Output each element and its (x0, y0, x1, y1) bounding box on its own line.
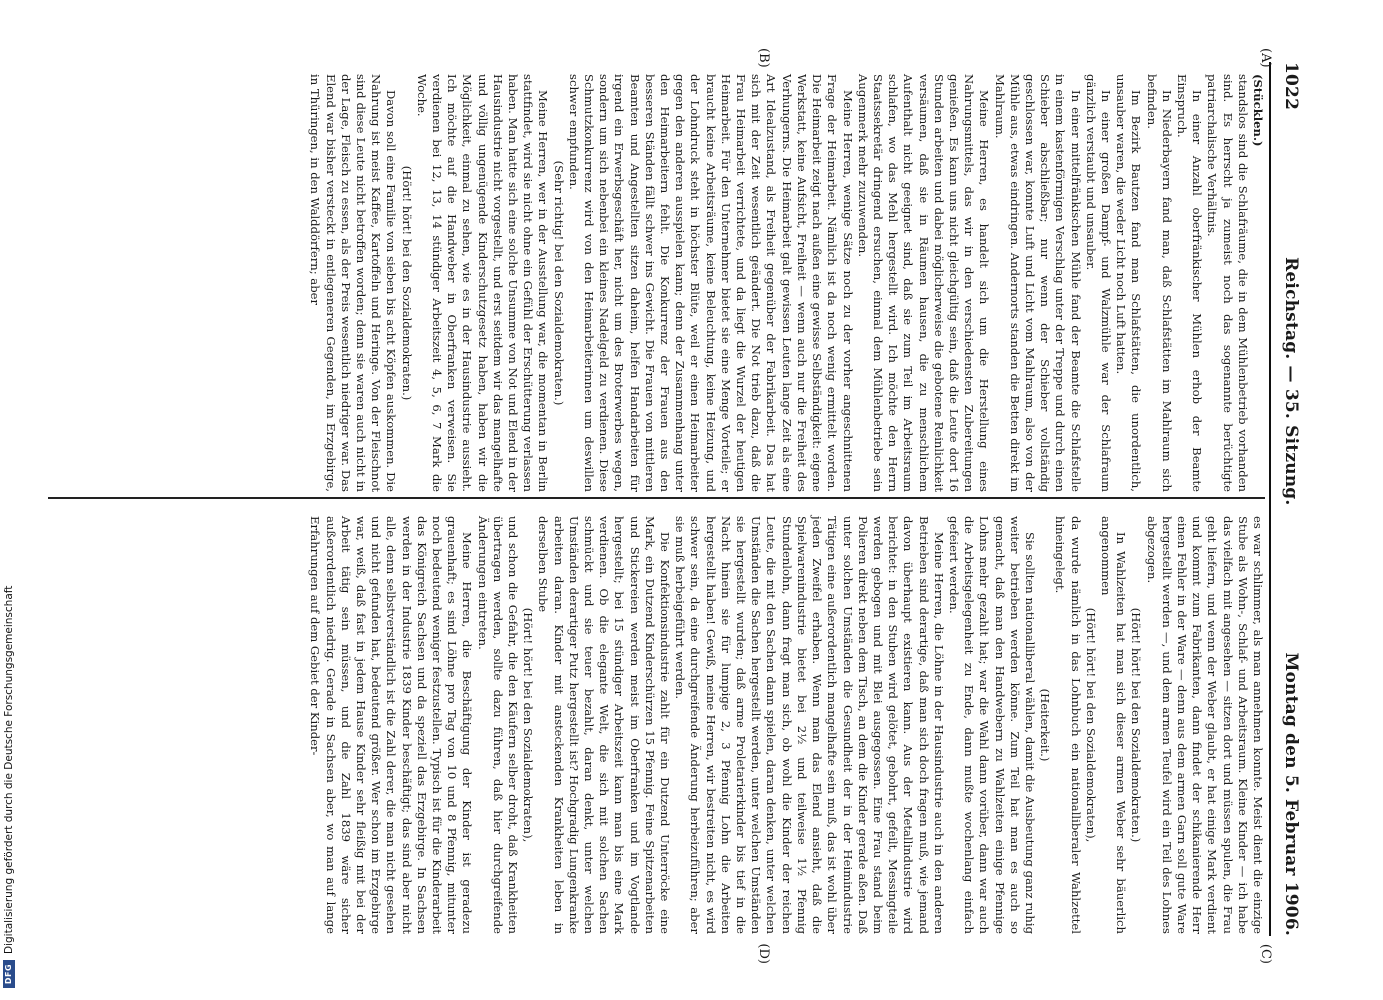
paragraph: In einer großen Dampf- und Walzmühle war der Schlafraum gänzlich verstaubt und unsauber. (1083, 74, 1113, 492)
interjection: (Hört! hört! bei den Sozialdemokraten), (521, 607, 536, 843)
paragraph: In Niederbayern fand man, daß Schlafstätten im Mahlraum sich befinden. (1144, 74, 1174, 492)
page-number: 1022 (1281, 62, 1301, 111)
margin-marker-b: (B) (756, 48, 771, 68)
paragraph: Die Konfektionsindustrie zahlt für ein Dutzend Unterröcke eine Mark, ein Dutzend Kinderschürzen 15 Pfennig. Feine Spitzenarbeiten und Stickereien werden meist im Oberfranken und im Vogtlande hergestellt; bei 15 stündiger Arbeitszeit kann man bis eine Mark verdienen. Ob die elegante Welt, die sich mit solchen Sachen schmückt und sie teuer bezahlt, daran denkt, unter welchen Umständen derartiger Putz hergestellt ist? Hochgradig Lungenkranke arbeiten daran. Kinder mit ansteckenden Krankheiten leben in derselben Stube (536, 516, 673, 934)
margin-marker-a: (A) (1258, 48, 1273, 68)
page-header (1275, 62, 1301, 936)
right-text-column (307, 516, 1265, 934)
margin-marker-d: (D) (756, 943, 771, 964)
paragraph: und schon die Gefahr, die den Käufern selber droht, daß Krankheiten übertragen werden, sollte dazu führen, daß hier durchgreifende Änderungen eintreten. (475, 516, 521, 934)
paragraph: Im Bezirk Bautzen fand man Schlafstätten, die unordentlich, unsauber waren, die weder Licht noch Luft hatten. (1114, 74, 1144, 492)
header-rule (1269, 62, 1271, 936)
paragraph: Meine Herren, es handelt sich um die Herstellung eines Nahrungsmittels, das wir in den verschiedensten Zubereitungen genießen. Es kann uns nicht gleichgültig sein, daß die Leute dort 16 Stunden arbeiten und dabei möglicherweise die gebotene Reinlichkeit versäumen, daß sie in Räumen hausen, die zu menschlichem Aufenthalt nicht geeignet sind, daß sie zum Teil im Arbeitsraum schlafen, wo das Mehl hergestellt wird. Ich möchte den Herrn Staatssekretär dringend ersuchen, einmal dem Mühlenbetriebe sein Augenmerk mehr zuzuwenden. (855, 74, 992, 492)
interjection: (Sehr richtig! bei den Sozialdemokraten.) (551, 160, 566, 406)
paragraph: (Stücklen.) (1251, 74, 1265, 147)
session-date: Montag den 5. Februar 1906. (1281, 652, 1301, 936)
paragraph: In Wahlzeiten hat man sich dieser armen Weber sehr bäuerlich angenommen (1098, 516, 1129, 934)
interjection: (Hört! hört! bei den Sozialdemokraten.) (399, 165, 414, 401)
session-title: Reichstag. — 35. Sitzung. (1281, 257, 1301, 506)
paragraph: da wurde nämlich in das Lohnbuch ein nationalliberaler Wahlzettel hineingelegt. (1053, 516, 1083, 934)
paragraph: Davon soll eine Familie von sieben bis acht Köpfen auskommen. Die Nahrung ist meist Kaffee, Kartoffeln und Heringe. Von der Fleischnot sind diese Leute nicht betroffen worden; denn sie waren auch nicht in der Lage, Fleisch zu essen, als der Preis wesentlich niedriger war. Das Elend war bisher versteckt in entlegeneren Gegenden, im Erzgebirge, in Thüringen, in den Walddörfern; aber (308, 74, 399, 492)
footer-strip (0, 0, 18, 1000)
paragraph: Meine Herren, wer in der Ausstellung war, die momentan in Berlin stattfindet, wird sie nicht ohne ein Gefühl der Erschütterung verlassen haben. Man hatte sich eine solche Unsumme von Not und Elend in der Hausindustrie nicht vorgestellt, und erst seitdem wir das mangelhafte und völlig ungenügende Kinderschutzgesetz haben, haben wir die Möglichkeit, einmal zu sehen, wie es in der Hausindustrie aussieht. Ich möchte auf die Handweber in Oberfranken verweisen. Sie verdienen bei 12, 13, 14 stündiger Arbeitszeit 4, 5, 6, 7 Mark die Woche. (414, 74, 551, 492)
paragraph: Meine Herren, die Löhne in der Hausindustrie auch in den anderen Betrieben sind derartige, daß man sich doch fragen muß, wie jemand davon überhaupt existieren kann. Aus der Metallindustrie wird berichtet: in den Stuben wird gelötet, gebohrt, gefeilt, Messingteile werden gebogen und mit Blei ausgegossen. Eine Frau stand beim Polieren direkt neben dem Tisch, an dem die Kinder gerade aßen. Daß unter solchen Umständen die Gesundheit der in der Heimindustrie Tätigen eine außerordentlich mangelhafte sein muß, das ist wohl über jeden Zweifel erhaben. Wenn man das Elend ansieht, daß die Spielwarenindustrie bietet bei 2½ und teilweise 1½ Pfennig Stundenlohn, dann fragt man sich, ob wohl die Kinder der reichen Leute, die mit den Sachen dann spielen, daran denken, unter welchen Umständen die Sachen hergestellt werden, unter welchen Umständen sie hergestellt wurden; daß arme Proletarierkinder bis tief in die Nacht hinein sie für lumpige 2, 3 Pfennig Lohn die Arbeiten hergestellt haben! Gewiß, meine Herren, wir bestreiten nicht, es wird schwer sein, da eine durchgreifende Änderung herbeizuführen; aber sie muß herbeigeführt werden. (673, 516, 946, 934)
paragraph: Meine Herren, die Beschäftigung der Kinder ist geradezu grauenhaft; es sind Löhne pro Tag von 10 und 8 Pfennig, mitunter noch bedeutend weniger festzustellen. Typisch ist für die Kinderarbeit das Königreich Sachsen und da speziell das Erzgebirge. In Sachsen werden in der Industrie 1839 Kinder beschäftigt; das sind aber nicht alle, denn selbstverständlich ist die Zahl derer, die man nicht gesehen und nicht gefunden hat, bedeutend größer. Wer schon im Erzgebirge war, weiß, daß fast in jedem Hause Kinder sehr fleißig mit bei der Arbeit tätig sein müssen, und die Zahl 1839 wäre sicher außerordentlich niedrig. Gerade in Sachsen aber, wo man auf lange Erfahrungen auf dem Gebiet der Kinder- (308, 516, 475, 934)
paragraph: In einer Anzahl oberfränkischer Mühlen erhob der Beamte Einspruch. (1174, 74, 1205, 492)
paragraph: standslos sind die Schlafräume, die in dem Mühlenbetrieb vorhanden sind. Es herrscht ja zumeist noch das sogenannte berüchtigte patriarchalische Verhältnis. (1205, 74, 1250, 492)
dfg-logo: DFG (3, 960, 15, 988)
paragraph: Sie sollten nationalliberal wählen, damit die Ausbeutung ganz ruhig weiter betrieben werden könne. Zum Teil hat man es auch so gemacht, daß man den Handwebern zu Wahlzeiten einige Pfennige Lohns mehr gezahlt hat; war die Wahl dann vorüber, dann war auch die Arbeitsgelegenheit zu Ende, dann mußte wochenlang einfach gefeiert werden. (946, 516, 1037, 934)
footer-credit-text: Digitalisierung gefördert durch die Deutsche Forschungsgemeinschaft (3, 585, 15, 954)
left-text-column (307, 74, 1265, 492)
margin-marker-c: (C) (1258, 943, 1273, 964)
interjection: (Hört! hört! bei den Sozialdemokraten), (1083, 607, 1098, 843)
interjection: (Heiterkeit.) (1038, 688, 1053, 762)
paragraph: es war schlimmer, als man annehmen konnte. Meist dient die einzige Stube als Wohn-, Schlaf- und Arbeitsraum. Kleine Kinder — ich habe das vielfach mit angesehen — sitzen dort und müssen spulen, die Frau geht liefern, und wenn der Weber glaubt, er hat einige Mark verdient und kommt zum Fabrikanten, dann findet der schikanierende Herr einen Fehler in der Ware — denn aus dem armen Garn soll gute Ware hergestellt werden —, und dem armen Teufel wird ein Teil des Lohnes abgezogen. (1144, 516, 1265, 934)
paragraph: In einer mittelfränkischen Mühle fand der Beamte die Schlafstelle in einem kastenförmigen Verschlag unter der Treppe und durch einen Schieber abschließbar; nur wenn der Schieber vollständig geschlossen war, konnte Luft und Licht vom Mahlraum, also von der Mühle aus, etwas eindringen. Andernorts standen die Betten direkt im Mahlraum. (992, 74, 1083, 492)
interjection: (Hört! hört! bei den Sozialdemokraten.) (1129, 607, 1144, 843)
column-divider (48, 497, 1265, 499)
footer-credit (0, 0, 18, 1000)
paragraph: Meine Herren, wenige Sätze noch zu der vorher angeschnittenen Frage der Heimarbeit. Nämlich ist da noch wenig ermittelt worden. Die Heimarbeit zeigt nach außen eine gewisse Selbständigkeit: eigene Werkstatt, keine Aufsicht, Freiheit — wenn auch nur die Freiheit des Verhungerns. Die Heimarbeit galt gewissen Leuten lange Zeit als eine Art Idealzustand, als Freiheit gegenüber der Fabrikarbeit. Das hat sich mit der Zeit wesentlich geändert. Die Not trieb dazu, daß die Frau Heimarbeit verrichtete, und da liegt die Wurzel der heutigen Heimarbeit. Für den Unternehmer bietet sie eine Menge Vorteile; er braucht keine Arbeitsräume, keine Beleuchtung, keine Heizung, und der Lohndruck steht in höchster Blüte, weil er einen Heimarbeiter gegen den anderen ausspielen kann; denn der Zusammenhang unter den Heimarbeitern fehlt. Die Konkurrenz der Frauen aus den besseren Ständen fällt schwer ins Gewicht. Die Frauen von mittleren Beamten und Angestellten sitzen daheim, helfen Handarbeiten für irgend ein Erwerbsgeschäft her, nicht um des Broterwerbes wegen, sondern um sich nebenbei ein kleines Nadelgeld zu verdienen. Diese Schmutzkonkurrenz wird von den Heimarbeiterinnen um deswillen schwer empfunden. (566, 74, 855, 492)
